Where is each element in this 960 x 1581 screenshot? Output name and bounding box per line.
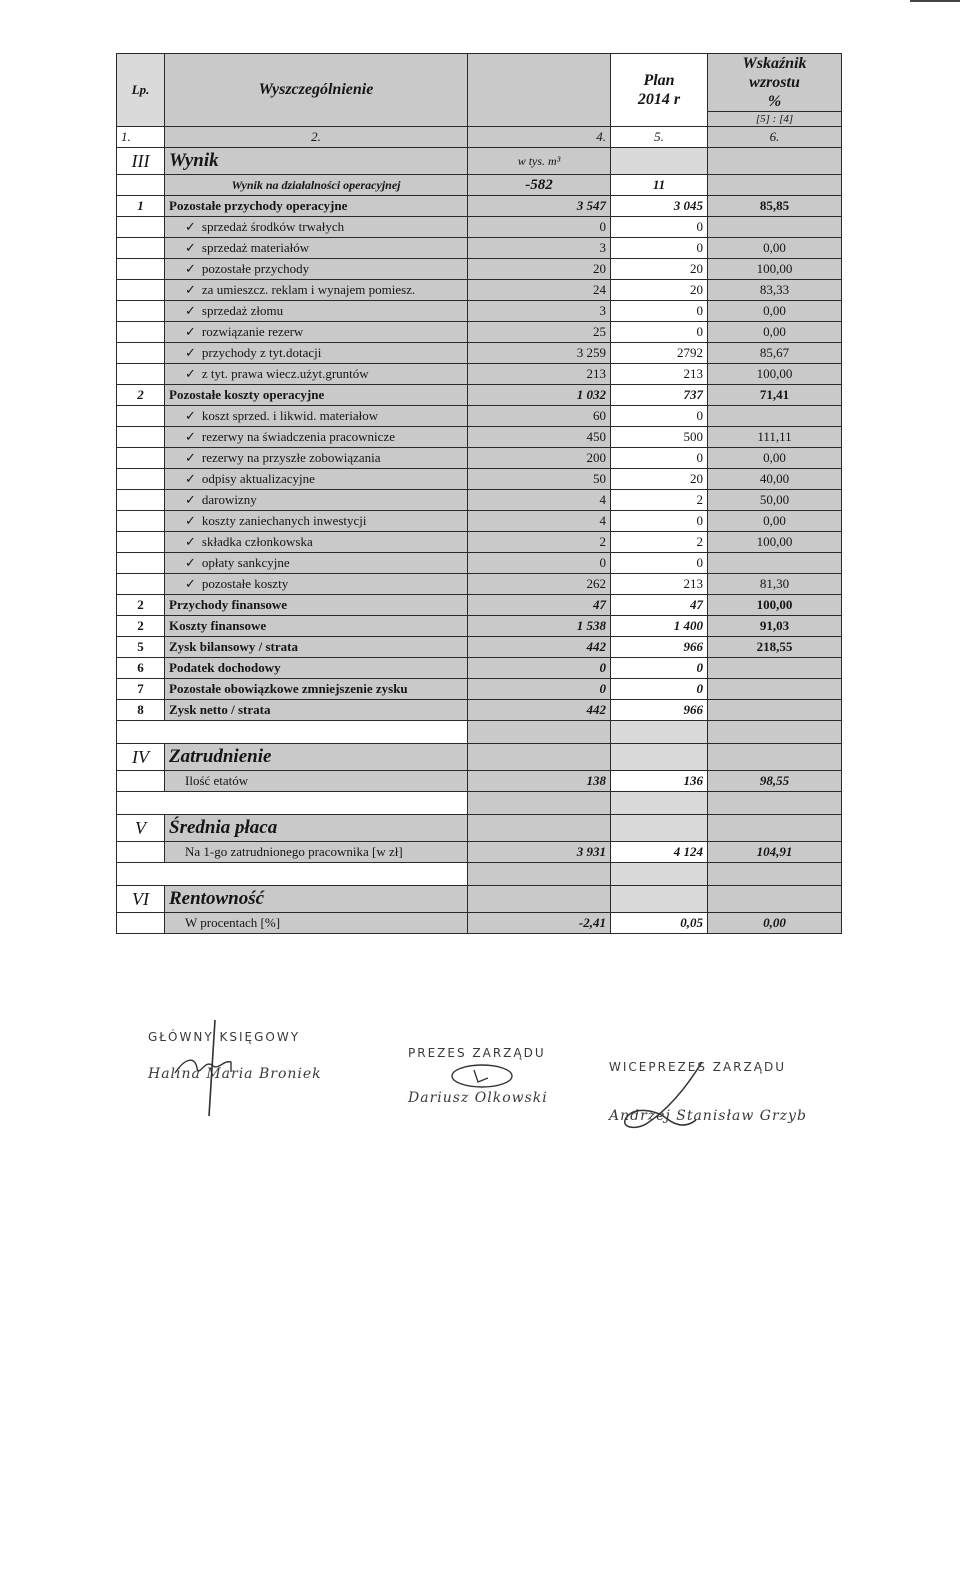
row-label-text: sprzedaż materiałów [201, 240, 310, 255]
operating-result-row [117, 175, 842, 196]
checkmark-icon: ✓ [185, 366, 196, 381]
row-label [165, 280, 468, 301]
header-description: Wyszczególnienie [165, 54, 468, 127]
row-label-text: za umieszcz. reklam i wynajem pomiesz. [201, 282, 416, 297]
row-label [165, 217, 468, 238]
row-value-2013: 4 [468, 511, 611, 532]
summary-row [117, 700, 842, 721]
section-title: Wynik [165, 148, 468, 175]
placa-label: Na 1-go zatrudnionego pracownika [w zł] [165, 842, 468, 863]
checkmark-icon: ✓ [185, 408, 196, 423]
section-placa-row [117, 815, 842, 842]
row-value-2013: 60 [468, 406, 611, 427]
signature-name: Andrzej Stanisław Grzyb [609, 1108, 807, 1124]
row-label-text: rozwiązanie rezerw [201, 324, 304, 339]
row-label [165, 637, 468, 658]
row-lp [117, 553, 165, 574]
row-lp [117, 364, 165, 385]
operating-result-val5: 11 [611, 175, 708, 196]
column-number-row [117, 127, 842, 148]
etaty-val4: 138 [468, 771, 611, 792]
row-label [165, 616, 468, 637]
header-lp: Lp. [117, 54, 165, 127]
header-plan: Plan 2014 r [611, 54, 708, 127]
row-growth-index [708, 217, 842, 238]
section-title: Średnia płaca [165, 815, 468, 842]
row-label [165, 700, 468, 721]
row-growth-index: 100,00 [708, 364, 842, 385]
summary-row [117, 637, 842, 658]
row-lp: 8 [117, 700, 165, 721]
row-value-plan-2014: 213 [611, 364, 708, 385]
row-lp [117, 406, 165, 427]
detail-row [117, 490, 842, 511]
checkmark-icon: ✓ [185, 324, 196, 339]
row-growth-index: 71,41 [708, 385, 842, 406]
row-lp: 2 [117, 616, 165, 637]
row-lp: 2 [117, 595, 165, 616]
rentownosc-val5: 0,05 [611, 913, 708, 934]
checkmark-icon: ✓ [185, 219, 196, 234]
row-label [165, 427, 468, 448]
row-label-text: składka członkowska [201, 534, 313, 549]
summary-row [117, 385, 842, 406]
row-value-plan-2014: 0 [611, 301, 708, 322]
header-wskaznik: Wskaźnik wzrostu % [708, 54, 842, 112]
detail-row [117, 553, 842, 574]
row-value-2013: 442 [468, 700, 611, 721]
row-lp: 7 [117, 679, 165, 700]
section-roman: IV [117, 744, 165, 771]
row-value-2013: 0 [468, 217, 611, 238]
row-label-text: pozostałe przychody [201, 261, 310, 276]
etaty-val6: 98,55 [708, 771, 842, 792]
row-label-text: koszt sprzed. i likwid. materiałow [201, 408, 379, 423]
signature-name: Halina Maria Broniek [148, 1066, 322, 1082]
checkmark-icon: ✓ [185, 261, 196, 276]
row-label [165, 196, 468, 217]
row-value-plan-2014: 0 [611, 658, 708, 679]
row-growth-index: 0,00 [708, 322, 842, 343]
financial-plan-table [116, 53, 842, 934]
row-label-text: darowizny [201, 492, 257, 507]
signature-title: PREZES ZARZĄDU [408, 1046, 546, 1060]
row-value-plan-2014: 1 400 [611, 616, 708, 637]
checkmark-icon: ✓ [185, 429, 196, 444]
row-label-text: z tyt. prawa wiecz.użyt.gruntów [201, 366, 369, 381]
row-value-plan-2014: 0 [611, 511, 708, 532]
row-value-2013: 1 538 [468, 616, 611, 637]
placa-row [117, 842, 842, 863]
row-value-plan-2014: 47 [611, 595, 708, 616]
row-value-plan-2014: 0 [611, 217, 708, 238]
row-label [165, 553, 468, 574]
row-label [165, 448, 468, 469]
header-formula: [5] : [4] [708, 112, 842, 127]
row-growth-index: 50,00 [708, 490, 842, 511]
row-value-plan-2014: 500 [611, 427, 708, 448]
detail-row [117, 217, 842, 238]
placa-val6: 104,91 [708, 842, 842, 863]
row-lp [117, 532, 165, 553]
row-growth-index: 0,00 [708, 511, 842, 532]
row-label-text: opłaty sankcyjne [201, 555, 290, 570]
row-label-text: Pozostałe koszty operacyjne [169, 387, 325, 402]
detail-row [117, 301, 842, 322]
row-value-plan-2014: 0 [611, 238, 708, 259]
placa-val5: 4 124 [611, 842, 708, 863]
row-lp: 6 [117, 658, 165, 679]
row-value-plan-2014: 966 [611, 637, 708, 658]
section-rentownosc-row [117, 886, 842, 913]
checkmark-icon: ✓ [185, 240, 196, 255]
handwritten-signature-1 [165, 1018, 255, 1118]
operating-result-label: Wynik na działalności operacyjnej [165, 175, 468, 196]
signature-title: GŁÓWNY KSIĘGOWY [148, 1030, 301, 1044]
page-edge-mark [910, 0, 960, 8]
row-lp: 2 [117, 385, 165, 406]
row-growth-index: 0,00 [708, 448, 842, 469]
colnum-1: 1. [117, 127, 165, 148]
checkmark-icon: ✓ [185, 534, 196, 549]
row-value-plan-2014: 2792 [611, 343, 708, 364]
header-row [117, 54, 842, 112]
operating-result-val4: -582 [468, 175, 611, 196]
detail-row [117, 574, 842, 595]
row-value-2013: 3 [468, 238, 611, 259]
summary-row [117, 679, 842, 700]
detail-row [117, 532, 842, 553]
row-label-text: Przychody finansowe [169, 597, 288, 612]
row-label-text: odpisy aktualizacyjne [201, 471, 315, 486]
detail-row [117, 427, 842, 448]
colnum-4: 4. [468, 127, 611, 148]
summary-row [117, 616, 842, 637]
row-label [165, 259, 468, 280]
detail-row [117, 322, 842, 343]
etaty-val5: 136 [611, 771, 708, 792]
signature-name: Dariusz Olkowski [408, 1090, 548, 1106]
row-value-plan-2014: 0 [611, 553, 708, 574]
handwritten-signature-3 [606, 1058, 726, 1138]
row-label-text: rezerwy na przyszłe zobowiązania [201, 450, 381, 465]
row-growth-index: 0,00 [708, 301, 842, 322]
section-zatrudnienie-row [117, 744, 842, 771]
row-value-plan-2014: 20 [611, 259, 708, 280]
row-label [165, 385, 468, 406]
row-growth-index: 100,00 [708, 532, 842, 553]
row-value-plan-2014: 2 [611, 532, 708, 553]
row-label-text: koszty zaniechanych inwestycji [201, 513, 367, 528]
row-growth-index [708, 700, 842, 721]
row-label [165, 238, 468, 259]
row-label [165, 343, 468, 364]
row-growth-index: 100,00 [708, 259, 842, 280]
checkmark-icon: ✓ [185, 345, 196, 360]
checkmark-icon: ✓ [185, 303, 196, 318]
row-growth-index [708, 553, 842, 574]
detail-row [117, 448, 842, 469]
row-label [165, 595, 468, 616]
row-label [165, 511, 468, 532]
row-value-plan-2014: 737 [611, 385, 708, 406]
row-lp [117, 469, 165, 490]
section-roman: V [117, 815, 165, 842]
main-rows [117, 196, 842, 721]
row-value-2013: 24 [468, 280, 611, 301]
placa-val4: 3 931 [468, 842, 611, 863]
row-value-2013: 200 [468, 448, 611, 469]
row-lp [117, 280, 165, 301]
etaty-label: Ilość etatów [165, 771, 468, 792]
colnum-2: 2. [165, 127, 468, 148]
row-value-plan-2014: 2 [611, 490, 708, 511]
detail-row [117, 511, 842, 532]
row-growth-index [708, 679, 842, 700]
section-unit: w tys. m³ [468, 148, 611, 175]
row-value-2013: 20 [468, 259, 611, 280]
row-growth-index [708, 658, 842, 679]
row-growth-index: 91,03 [708, 616, 842, 637]
row-value-plan-2014: 3 045 [611, 196, 708, 217]
checkmark-icon: ✓ [185, 576, 196, 591]
row-label [165, 469, 468, 490]
row-label-text: Podatek dochodowy [169, 660, 281, 675]
row-label [165, 490, 468, 511]
row-value-2013: 47 [468, 595, 611, 616]
row-value-2013: 0 [468, 679, 611, 700]
row-growth-index: 218,55 [708, 637, 842, 658]
summary-row [117, 658, 842, 679]
row-lp [117, 490, 165, 511]
row-label-text: rezerwy na świadczenia pracownicze [201, 429, 395, 444]
row-label [165, 532, 468, 553]
row-label [165, 301, 468, 322]
row-lp: 5 [117, 637, 165, 658]
etaty-row [117, 771, 842, 792]
row-value-2013: 25 [468, 322, 611, 343]
row-label [165, 406, 468, 427]
row-growth-index: 100,00 [708, 595, 842, 616]
row-lp [117, 322, 165, 343]
checkmark-icon: ✓ [185, 555, 196, 570]
row-value-plan-2014: 966 [611, 700, 708, 721]
row-growth-index: 111,11 [708, 427, 842, 448]
row-lp [117, 574, 165, 595]
row-value-2013: 50 [468, 469, 611, 490]
row-lp [117, 511, 165, 532]
row-value-plan-2014: 0 [611, 679, 708, 700]
row-label-text: Zysk bilansowy / strata [169, 639, 298, 654]
row-label [165, 679, 468, 700]
row-label-text: przychody z tyt.dotacji [201, 345, 322, 360]
row-value-2013: 0 [468, 553, 611, 574]
section-title: Rentowność [165, 886, 468, 913]
checkmark-icon: ✓ [185, 282, 196, 297]
rentownosc-val6: 0,00 [708, 913, 842, 934]
row-label-text: sprzedaż złomu [201, 303, 284, 318]
detail-row [117, 259, 842, 280]
detail-row [117, 469, 842, 490]
row-value-2013: 442 [468, 637, 611, 658]
row-value-2013: 262 [468, 574, 611, 595]
row-growth-index: 85,85 [708, 196, 842, 217]
row-growth-index: 40,00 [708, 469, 842, 490]
summary-row [117, 595, 842, 616]
row-label-text: Pozostałe obowiązkowe zmniejszenie zysku [169, 681, 408, 696]
row-label [165, 322, 468, 343]
row-lp [117, 259, 165, 280]
row-label-text: pozostałe koszty [201, 576, 289, 591]
row-label [165, 574, 468, 595]
row-label-text: sprzedaż środków trwałych [201, 219, 345, 234]
section-title: Zatrudnienie [165, 744, 468, 771]
row-lp [117, 448, 165, 469]
row-value-2013: 0 [468, 658, 611, 679]
handwritten-signature-2 [448, 1058, 528, 1098]
row-value-plan-2014: 0 [611, 322, 708, 343]
row-lp [117, 427, 165, 448]
row-value-2013: 3 [468, 301, 611, 322]
row-label-text: Zysk netto / strata [169, 702, 271, 717]
signature-title: WICEPREZES ZARZĄDU [609, 1060, 786, 1074]
detail-row [117, 238, 842, 259]
row-value-2013: 4 [468, 490, 611, 511]
header-col4-blank [468, 54, 611, 127]
colnum-6: 6. [708, 127, 842, 148]
row-value-plan-2014: 20 [611, 469, 708, 490]
row-label [165, 364, 468, 385]
row-value-plan-2014: 20 [611, 280, 708, 301]
row-lp [117, 343, 165, 364]
summary-row [117, 196, 842, 217]
row-growth-index: 81,30 [708, 574, 842, 595]
row-value-plan-2014: 0 [611, 406, 708, 427]
row-lp [117, 238, 165, 259]
colnum-5: 5. [611, 127, 708, 148]
detail-row [117, 280, 842, 301]
row-value-2013: 2 [468, 532, 611, 553]
detail-row [117, 343, 842, 364]
row-label-text: Pozostałe przychody operacyjne [169, 198, 348, 213]
section-wynik-row [117, 148, 842, 175]
section-roman: VI [117, 886, 165, 913]
row-lp: 1 [117, 196, 165, 217]
row-lp [117, 217, 165, 238]
rentownosc-row [117, 913, 842, 934]
row-value-plan-2014: 0 [611, 448, 708, 469]
row-value-2013: 1 032 [468, 385, 611, 406]
row-growth-index: 85,67 [708, 343, 842, 364]
row-value-2013: 3 259 [468, 343, 611, 364]
section-roman: III [117, 148, 165, 175]
row-value-2013: 213 [468, 364, 611, 385]
rentownosc-val4: -2,41 [468, 913, 611, 934]
detail-row [117, 406, 842, 427]
row-growth-index [708, 406, 842, 427]
row-value-plan-2014: 213 [611, 574, 708, 595]
row-growth-index: 83,33 [708, 280, 842, 301]
checkmark-icon: ✓ [185, 492, 196, 507]
checkmark-icon: ✓ [185, 471, 196, 486]
row-value-2013: 450 [468, 427, 611, 448]
checkmark-icon: ✓ [185, 450, 196, 465]
checkmark-icon: ✓ [185, 513, 196, 528]
row-growth-index: 0,00 [708, 238, 842, 259]
row-value-2013: 3 547 [468, 196, 611, 217]
detail-row [117, 364, 842, 385]
rentownosc-label: W procentach [%] [165, 913, 468, 934]
row-lp [117, 301, 165, 322]
row-label [165, 658, 468, 679]
row-label-text: Koszty finansowe [169, 618, 267, 633]
